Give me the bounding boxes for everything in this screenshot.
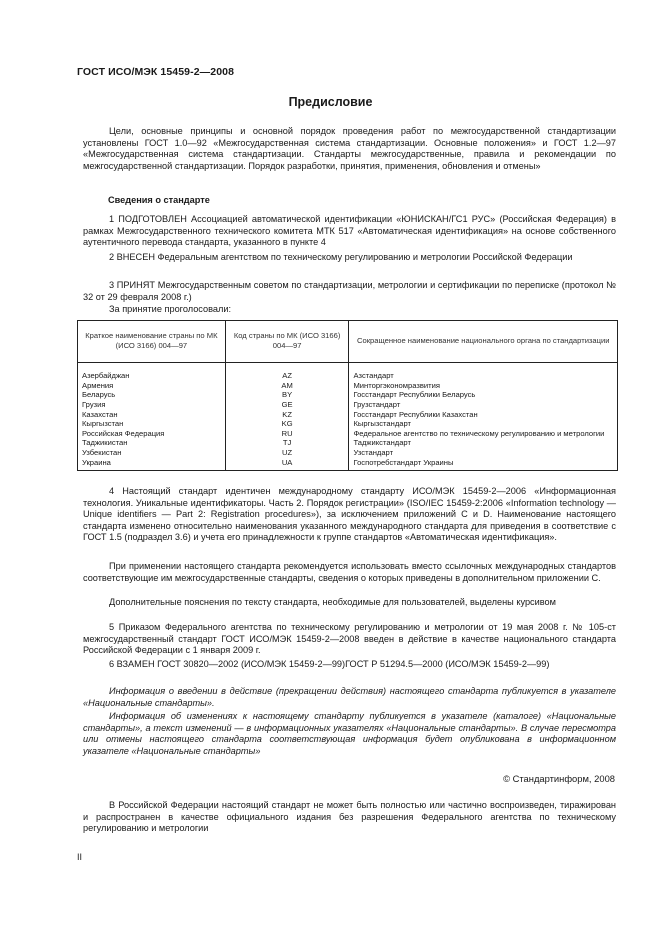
body-cell: Госстандарт Республики Беларусь — [349, 390, 618, 400]
code-cell: RU — [225, 429, 349, 439]
table-row — [78, 390, 618, 400]
item-4-references-paragraph: При применении настоящего стандарта рекомендуется использовать вместо ссылочных международных стандартов соответствующие им межгосударственные стандарты, сведения о которых приведены в дополнительном приложении С. — [83, 561, 616, 583]
table-row — [78, 381, 618, 391]
country-cell: Азербайджан — [78, 363, 226, 381]
info-note-introduction: Информация о введении в действие (прекращении действия) настоящего стандарта публикуется в указателе «Национальные стандарты». — [83, 686, 616, 708]
table-row — [78, 438, 618, 448]
table-row — [78, 458, 618, 471]
code-cell: UA — [225, 458, 349, 471]
table-row — [78, 448, 618, 458]
country-cell: Узбекистан — [78, 448, 226, 458]
body-cell: Азстандарт — [349, 363, 618, 381]
body-cell: Госпотребстандарт Украины — [349, 458, 618, 471]
country-cell: Беларусь — [78, 390, 226, 400]
item-1-paragraph: 1 ПОДГОТОВЛЕН Ассоциацией автоматической идентификации «ЮНИСКАН/ГС1 РУС» (Российская Федерация) в рамках Межгосударственного технического комитета МТК 517 «Автоматическая идентификация» на основе собственного аутентичного перевода стандарта, указанного в пункте 4 — [83, 214, 616, 248]
code-cell: UZ — [225, 448, 349, 458]
table-row — [78, 410, 618, 420]
item-3-paragraph: 3 ПРИНЯТ Межгосударственным советом по стандартизации, метрологии и сертификации по переписке (протокол № 32 от 29 февраля 2008 г.) — [83, 280, 616, 302]
country-cell: Армения — [78, 381, 226, 391]
country-cell: Таджикистан — [78, 438, 226, 448]
body-cell: Федеральное агентство по техническому регулированию и метрологии — [349, 429, 618, 439]
country-cell: Украина — [78, 458, 226, 471]
body-cell: Узстандарт — [349, 448, 618, 458]
copyright-notice: © Стандартинформ, 2008 — [503, 773, 615, 784]
country-cell: Российская Федерация — [78, 429, 226, 439]
country-cell: Грузия — [78, 400, 226, 410]
country-cell: Казахстан — [78, 410, 226, 420]
info-note-changes: Информация об изменениях к настоящему стандарту публикуется в указателе (каталоге) «Национальные стандарты», а текст изменений — в информационных указателях «Национальные стандарты». В случае пересмотра или отмены настоящего стандарта соответствующая информация будет опубликована в информационном указателе «Национальные стандарты» — [83, 711, 616, 756]
section-subheading: Сведения о стандарте — [108, 195, 210, 205]
code-cell: TJ — [225, 438, 349, 448]
country-cell: Кыргызстан — [78, 419, 226, 429]
item-6-paragraph: 6 ВЗАМЕН ГОСТ 30820—2002 (ИСО/МЭК 15459-2—99)ГОСТ Р 51294.5—2000 (ИСО/МЭК 15459-2—99) — [109, 659, 550, 669]
code-cell: KG — [225, 419, 349, 429]
document-header: ГОСТ ИСО/МЭК 15459-2—2008 — [77, 66, 235, 78]
intro-paragraph: Цели, основные принципы и основной порядок проведения работ по межгосударственной стандартизации установлены ГОСТ 1.0—92 «Межгосударственная система стандартизации. Основные положения» и ГОСТ 1.2—97 «Межгосударственная система стандартизации. Стандарты межгосударственные, правила и рекомендации по межгосударственной стандартизации. Порядок разработки, принятия, применения, обновления и отмены» — [83, 126, 616, 171]
item-4-italic-note-paragraph: Дополнительные пояснения по тексту стандарта, необходимые для пользователей, выделены курсивом — [109, 597, 556, 607]
item-5-paragraph: 5 Приказом Федерального агентства по техническому регулированию и метрологии от 19 мая 2008 г. № 105-ст межгосударственный стандарт ГОСТ ИСО/МЭК 15459-2—2008 введен в действие в качестве национального стандарта Российской Федерации с 1 января 2009 г. — [83, 622, 616, 656]
code-cell: BY — [225, 390, 349, 400]
page-number: II — [77, 852, 83, 862]
table-row — [78, 419, 618, 429]
item-2-paragraph: 2 ВНЕСЕН Федеральным агентством по техническому регулированию и метрологии Российской Федерации — [109, 252, 573, 262]
column-header-code: Код страны по МК (ИСО 3166) 004—97 — [225, 321, 349, 363]
code-cell: AZ — [225, 363, 349, 381]
table-row — [78, 429, 618, 439]
body-cell: Грузстандарт — [349, 400, 618, 410]
code-cell: AM — [225, 381, 349, 391]
voting-intro: За принятие проголосовали: — [109, 304, 232, 314]
body-cell: Госстандарт Республики Казахстан — [349, 410, 618, 420]
voting-table — [77, 320, 618, 471]
column-header-country: Краткое наименование страны по МК (ИСО 3166) 004—97 — [78, 321, 226, 363]
table-header-row — [78, 321, 618, 363]
table-row — [78, 400, 618, 410]
body-cell: Таджикстандарт — [349, 438, 618, 448]
table-row — [78, 363, 618, 381]
code-cell: GE — [225, 400, 349, 410]
page-title: Предисловие — [288, 95, 373, 109]
item-4-paragraph: 4 Настоящий стандарт идентичен международному стандарту ИСО/МЭК 15459-2—2006 «Информационная технология. Уникальные идентификаторы. Часть 2. Порядок регистрации» (ISO/IEC 15459-2:2006 «Information technology — Unique identifiers — Part 2: Registration procedures»), за исключением приложений С и D. Наименование настоящего стандарта изменено относительно наименования указанного международного стандарта для приведения в соответствие с ГОСТ 1.5 (подраздел 3.6) и учета его принадлежности к группе стандартов «Автоматическая идентификация». — [83, 486, 616, 543]
column-header-body: Сокращенное наименование национального органа по стандартизации — [349, 321, 618, 363]
code-cell: KZ — [225, 410, 349, 420]
body-cell: Минторгэкономразвития — [349, 381, 618, 391]
body-cell: Кыргызстандарт — [349, 419, 618, 429]
reproduction-notice: В Российской Федерации настоящий стандарт не может быть полностью или частично воспроизведен, тиражирован и распространен в качестве официального издания без разрешения Федерального агентства по техническому регулированию и метрологии — [83, 800, 616, 834]
